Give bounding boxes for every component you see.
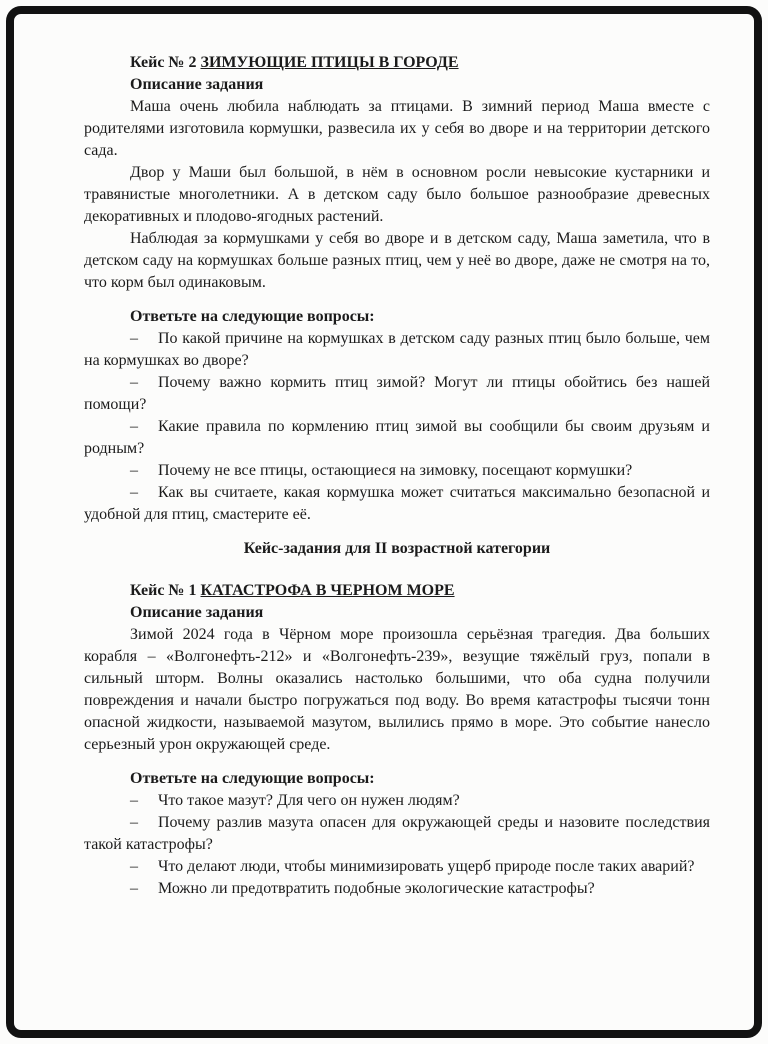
case-2-questions-heading: Ответьте на следующие вопросы: <box>130 308 375 325</box>
case-2-title <box>84 52 710 74</box>
case-1-description-heading: Описание задания <box>130 604 264 621</box>
question-text: Почему важно кормить птиц зимой? Могут ли птицы обойтись без нашей помощи? <box>84 374 710 413</box>
case-2-paragraph-3: Наблюдая за кормушками у себя во дворе и в детском саду, Маша заметила, что в детском саду на кормушках больше разных птиц, чем у неё во дворе, даже не смотря на то, что корм был одинаковым. <box>84 230 710 291</box>
case-2-paragraph-1: Маша очень любила наблюдать за птицами. В зимний период Маша вместе с родителями изготовила кормушки, развесила их у себя во дворе и на территории детского сада. <box>84 98 710 159</box>
question-text: Что такое мазут? Для чего он нужен людям? <box>158 792 460 809</box>
case-2-question-1 <box>84 328 710 372</box>
case-1-question-2 <box>84 812 710 856</box>
question-text: По какой причине на кормушках в детском саду разных птиц было больше, чем на кормушках во дворе? <box>84 330 710 369</box>
case-2-description-heading: Описание задания <box>130 76 264 93</box>
document-content <box>84 52 710 900</box>
case-2-question-4 <box>84 460 710 482</box>
question-text: Как вы считаете, какая кормушка может считаться максимально безопасной и удобной для птиц, смастерите её. <box>84 484 710 523</box>
dash-marker: – <box>130 330 138 347</box>
dash-marker: – <box>130 484 138 501</box>
case-1-question-4 <box>84 878 710 900</box>
age-category-section-heading: Кейс-задания для II возрастной категории <box>243 540 551 557</box>
question-text: Можно ли предотвратить подобные экологические катастрофы? <box>158 880 595 897</box>
dash-marker: – <box>130 374 138 391</box>
dash-marker: – <box>130 858 138 875</box>
dash-marker: – <box>130 418 138 435</box>
case-2-section <box>84 52 710 526</box>
case-1-question-3 <box>84 856 710 878</box>
question-text: Почему разлив мазута опасен для окружающей среды и назовите последствия такой катастрофы? <box>84 814 710 853</box>
case-2-question-2 <box>84 372 710 416</box>
case-2-question-5 <box>84 482 710 526</box>
question-text: Почему не все птицы, остающиеся на зимовку, посещают кормушки? <box>158 462 633 479</box>
case-2-question-3 <box>84 416 710 460</box>
question-text: Какие правила по кормлению птиц зимой вы сообщили бы своим друзьям и родным? <box>84 418 710 457</box>
dash-marker: – <box>130 880 138 897</box>
case-1-questions-heading: Ответьте на следующие вопросы: <box>130 770 375 787</box>
dash-marker: – <box>130 462 138 479</box>
case-1-section <box>84 580 710 900</box>
case-1-question-1 <box>84 790 710 812</box>
case-2-label: Кейс № 2 <box>130 54 197 71</box>
dash-marker: – <box>130 814 138 831</box>
dash-marker: – <box>130 792 138 809</box>
case-1-paragraph-1: Зимой 2024 года в Чёрном море произошла серьёзная трагедия. Два больших корабля – «Волгонефть-212» и «Волгонефть-239», везущие тяжёлый груз, попали в сильный шторм. Волны оказались настолько большими, что оба судна получили повреждения и начали быстро погружаться под воду. Во время катастрофы тысячи тонн опасной жидкости, называемой мазутом, вылились прямо в море. Это событие нанесло серьезный урон окружающей среде. <box>84 626 710 753</box>
question-text: Что делают люди, чтобы минимизировать ущерб природе после таких аварий? <box>158 858 695 875</box>
case-1-title-text: КАТАСТРОФА В ЧЕРНОМ МОРЕ <box>200 582 455 599</box>
case-1-label: Кейс № 1 <box>130 582 197 599</box>
case-1-title <box>84 580 710 602</box>
case-2-title-text: ЗИМУЮЩИЕ ПТИЦЫ В ГОРОДЕ <box>200 54 459 71</box>
case-2-paragraph-2: Двор у Маши был большой, в нём в основном росли невысокие кустарники и травянистые многолетники. А в детском саду было большое разнообразие древесных декоративных и плодово-ягодных растений. <box>84 164 710 225</box>
